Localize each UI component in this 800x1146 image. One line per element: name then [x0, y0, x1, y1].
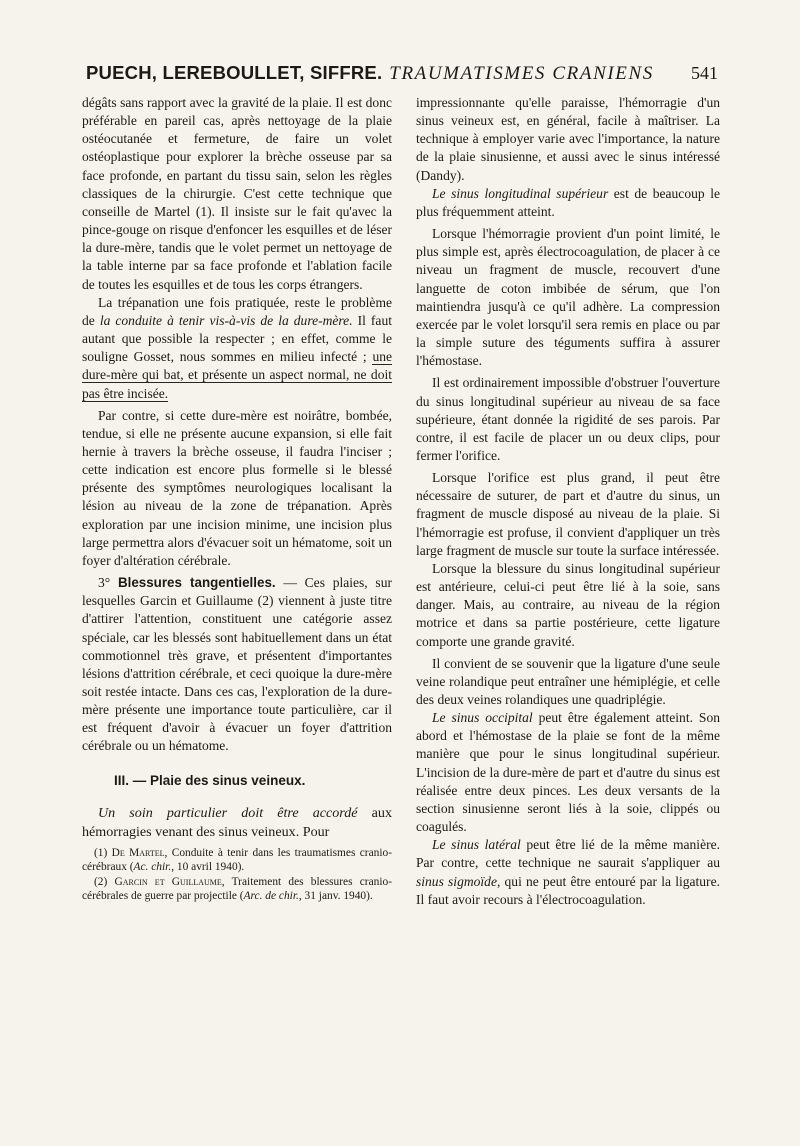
paragraph-text: aux hémorragies venant des sinus veineux. Pour: [82, 804, 392, 840]
paragraph-text: peut être également atteint. Son abord et l'hémostase de la plaie se font de la même manière que pour le sinus longitudinal supérieur. L'incision de la dure-mère de part et d'autre du sinus est réalisée entre deux pinces. Les deux versants de la section sinusienne seront liés à la soie, clippés ou coagulés.: [416, 710, 720, 835]
footnote-text: , Conduite à tenir dans les traumatismes cranio-cérébraux (: [82, 846, 393, 874]
emphasis-text: la conduite à tenir vis-à-vis de la dure-mère.: [99, 312, 353, 328]
footnote-text: , Traitement des blessures cranio-cérébrales de guerre par projectile (: [82, 875, 392, 902]
footnote: [82, 875, 392, 904]
header-title: TRAUMATISMES CRANIENS: [389, 63, 654, 84]
handwritten-underline: une dure-mère qui bat, et présente un aspect normal, ne doit pas être incisée.: [82, 349, 392, 401]
list-number: 3°: [98, 575, 118, 591]
paragraph-text: Il faut autant que possible la respecter ; en effet, comme le souligne Gosset, nous sommes en milieu infecté ;: [82, 312, 392, 365]
paragraph: Par contre, si cette dure-mère est noirâtre, bombée, tendue, si elle ne présente aucune expansion, si elle fait hernie à travers la brèche osseuse, il faudra l'inciser ; cette indication est encore plus formelle si le blessé présente des symptômes neurologiques localisant la lésion au niveau de la zone de trépanation. Après exploration par une incision minime, une incision plus large permettra alors d'évacuer soit un hématome, soit un foyer d'altération cérébrale.: [82, 407, 392, 568]
paragraph: Lorsque l'orifice est plus grand, il peut être nécessaire de suturer, de part et d'autre du sinus, un fragment de muscle disposé au niveau de la plaie. Si l'hémorragie est profuse, il convient d'appliquer un très large fragment de muscle sur toute la surface intéressée.: [416, 470, 720, 558]
paragraph: [82, 294, 392, 403]
paragraph: Lorsque la blessure du sinus longitudinal supérieur est antérieure, celui-ci peut être lié à la soie, sans danger. Mais, au contraire, au niveau de la région motrice et dans sa partie postérieure, cette ligature comporte une grande gravité.: [416, 560, 720, 649]
paragraph: [416, 709, 720, 836]
footnote-source: Arc. de chir.: [243, 890, 299, 902]
footnote-marker: (2): [94, 875, 115, 888]
paragraph-text: est de beaucoup le plus fréquemment atteint.: [416, 185, 720, 219]
left-column: [82, 94, 392, 903]
paragraph-text: La trépanation une fois pratiquée, reste le problème de: [82, 294, 392, 328]
header-authors: PUECH, LEREBOULLET, SIFFRE.: [86, 62, 383, 83]
footnote-marker: (1): [94, 846, 112, 859]
section-heading: III. — Plaie des sinus veineux.: [114, 772, 306, 788]
emphasis-text: sinus sigmoïde: [416, 873, 497, 889]
page-number: 541: [691, 63, 718, 83]
running-header: [86, 62, 718, 86]
right-column: [416, 94, 720, 909]
paragraph-text: — Ces plaies, sur lesquelles Garcin et Guillaume (2) viennent à juste titre d'attirer l'attention, constituent une catégorie assez spéciale, car les blessés sont habituellement dans un état commotionnel très grave, et présentent d'importantes lésions d'attrition cérébrale, et ceci quoique la dure-mère soit restée intacte. Dans ces cas, l'exploration de la dure-mère présente une importance toute particulière, car il est fréquent d'avoir à évacuer un foyer d'attrition cérébrale ou un hématome.: [82, 575, 392, 754]
footnote-author: Garcin et Guillaume: [114, 875, 222, 888]
footnote-text: , 10 avril 1940).: [171, 861, 245, 874]
paragraph: Il convient de se souvenir que la ligature d'une seule veine rolandique peut entraîner une hémiplégie, et celle des deux veines rolandiques une quadriplégie.: [416, 655, 720, 707]
paragraph: dégâts sans rapport avec la gravité de la plaie. Il est donc préférable en pareil cas, après nettoyage de la plaie ostéocutanée et fermeture, de faire un volet ostéoplastique pour explorer la brèche osseuse par sa face profonde, en partant du tissu sain, selon les règles classiques de la chirurgie. C'est cette technique que conseille de Martel (1). Il insiste sur le fait qu'avec la pince-gouge on risque d'enfoncer les esquilles et de léser la dure-mère, tandis que le volet permet un nettoyage de la table interne par sa face profonde et l'ablation facile de toutes les esquilles et de tous les corps étrangers.: [82, 95, 392, 292]
footnote-text: , 31 janv. 1940).: [298, 890, 373, 902]
paragraph: [82, 804, 392, 842]
subheading: Blessures tangentielles.: [117, 575, 276, 591]
paragraph: [416, 836, 720, 909]
emphasis-text: Un soin particulier doit être accordé: [98, 804, 358, 821]
emphasis-text: Le sinus longitudinal supérieur: [432, 185, 609, 201]
footnote: [82, 846, 392, 875]
paragraph: Lorsque l'hémorragie provient d'un point limité, le plus simple est, après électrocoagulation, de placer à ce niveau un fragment de muscle, recouvert d'une languette de coton imbibée de sérum, que l'on maintiendra jusqu'à ce qu'il adhère. La compression exercée par le volet lorsqu'il sera remis en place ou par la simple suture des téguments suffira à assurer l'hémostase.: [416, 226, 720, 369]
paragraph-text: , qui ne peut être entouré par la ligature. Il faut avoir recours à l'électrocoagulation.: [416, 873, 720, 907]
footnote-author: De Martel: [111, 846, 165, 859]
footnote-source: Ac. chir.: [133, 861, 172, 874]
footnotes: [82, 846, 392, 904]
paragraph: [416, 185, 720, 221]
paragraph: Il est ordinairement impossible d'obstruer l'ouverture du sinus longitudinal supérieur au niveau de sa face supérieure, étant donnée la rigidité de ses parois. Par contre, il est facile de placer un ou deux clips, pour fermer l'orifice.: [416, 375, 720, 463]
emphasis-text: Le sinus latéral: [432, 837, 521, 853]
paragraph: [82, 574, 392, 756]
paragraph-text: peut être lié de la même manière. Par contre, cette technique ne saurait s'appliquer au: [416, 837, 720, 871]
emphasis-text: Le sinus occipital: [432, 710, 533, 726]
paragraph: impressionnante qu'elle paraisse, l'hémorragie d'un sinus veineux est, en général, facile à maîtriser. La technique à employer varie avec l'importance, la nature de la plaie sinusienne, et aussi avec le sinus intéressé (Dandy).: [416, 95, 720, 183]
